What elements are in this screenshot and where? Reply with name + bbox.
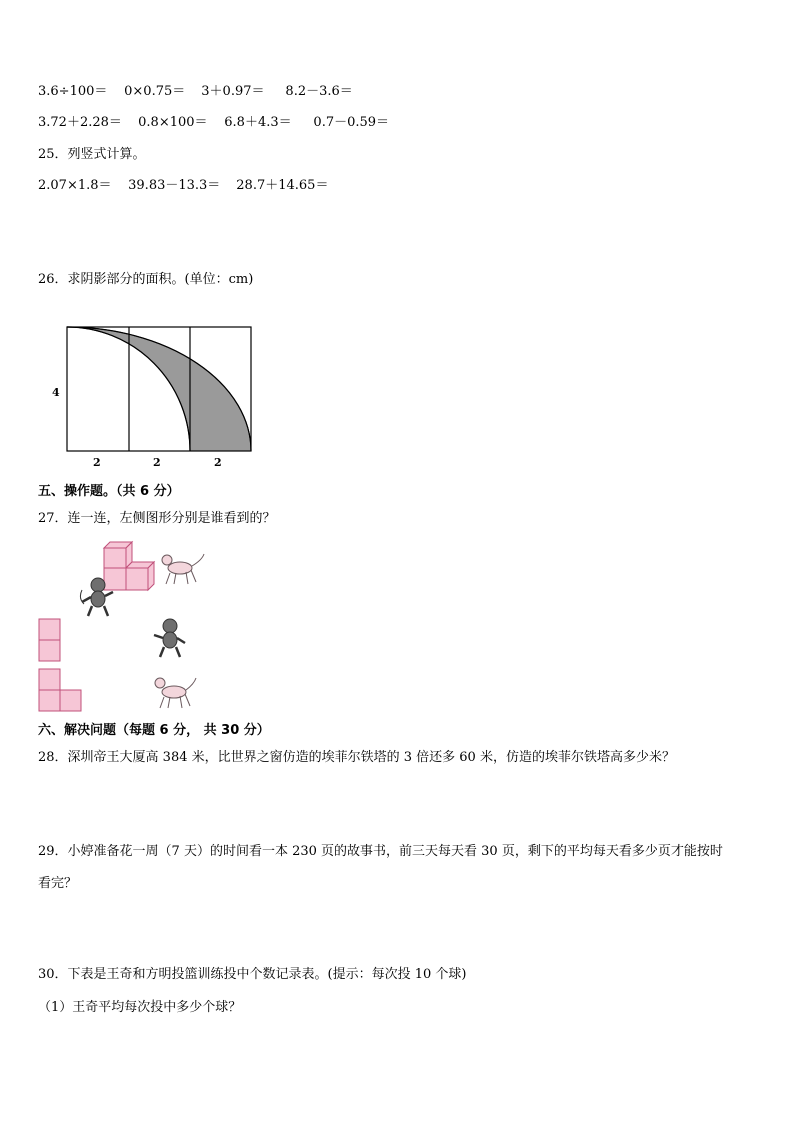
dog-icon <box>150 674 200 710</box>
calc-item: 0×0.75＝ <box>124 84 186 99</box>
height-label: 4 <box>52 386 60 399</box>
vertical-calc-item: 39.83－13.3＝ <box>128 178 221 193</box>
calc-item: 8.2－3.6＝ <box>285 84 353 99</box>
q30-text: 30．下表是王奇和方明投篮训练投中个数记录表。(提示：每次投 10 个球) <box>38 967 467 982</box>
view-l-shape <box>38 668 84 714</box>
calc-row-1 <box>38 84 353 100</box>
q29-line-1: 29．小婷准备花一周（7 天）的时间看一本 230 页的故事书，前三天每天看 30 页，剩下的平均每天看多少页才能按时 <box>38 844 723 859</box>
q26-title: 26．求阴影部分的面积。(单位：cm) <box>38 272 254 287</box>
vertical-calc-item: 2.07×1.8＝ <box>38 178 112 193</box>
q30-sub-1: （1）王奇平均每次投中多少个球？ <box>38 1000 242 1015</box>
section-5-title: 五、操作题。（共 6 分） <box>38 484 180 499</box>
width-label: 2 <box>153 456 161 469</box>
shaded-area-figure <box>40 320 270 470</box>
section-6-title: 六、解决问题（每题 6 分， 共 30 分） <box>38 723 270 738</box>
view-two-stacked-squares <box>38 618 64 664</box>
calc-item: 3.6÷100＝ <box>38 84 108 99</box>
calc-item: 3.72＋2.28＝ <box>38 115 122 130</box>
q25-items <box>38 178 328 194</box>
dog-icon <box>158 552 208 588</box>
q28-text: 28．深圳帝王大厦高 384 米，比世界之窗仿造的埃菲尔铁塔的 3 倍还多 60 米，仿造的埃菲尔铁塔高多少米？ <box>38 750 675 765</box>
calc-item: 0.7－0.59＝ <box>313 115 390 130</box>
vertical-calc-item: 28.7＋14.65＝ <box>236 178 329 193</box>
calc-item: 6.8＋4.3＝ <box>224 115 292 130</box>
monkey-icon <box>150 617 190 659</box>
calc-row-2 <box>38 115 389 131</box>
calc-item: 3＋0.97＝ <box>201 84 265 99</box>
calc-item: 0.8×100＝ <box>138 115 208 130</box>
q25-title: 25．列竖式计算。 <box>38 147 146 162</box>
q29-line-2: 看完？ <box>38 876 78 891</box>
shaded-region <box>67 327 251 451</box>
width-label: 2 <box>214 456 222 469</box>
width-label: 2 <box>93 456 101 469</box>
monkey-icon <box>78 576 118 618</box>
q27-title: 27．连一连，左侧图形分别是谁看到的？ <box>38 511 276 526</box>
